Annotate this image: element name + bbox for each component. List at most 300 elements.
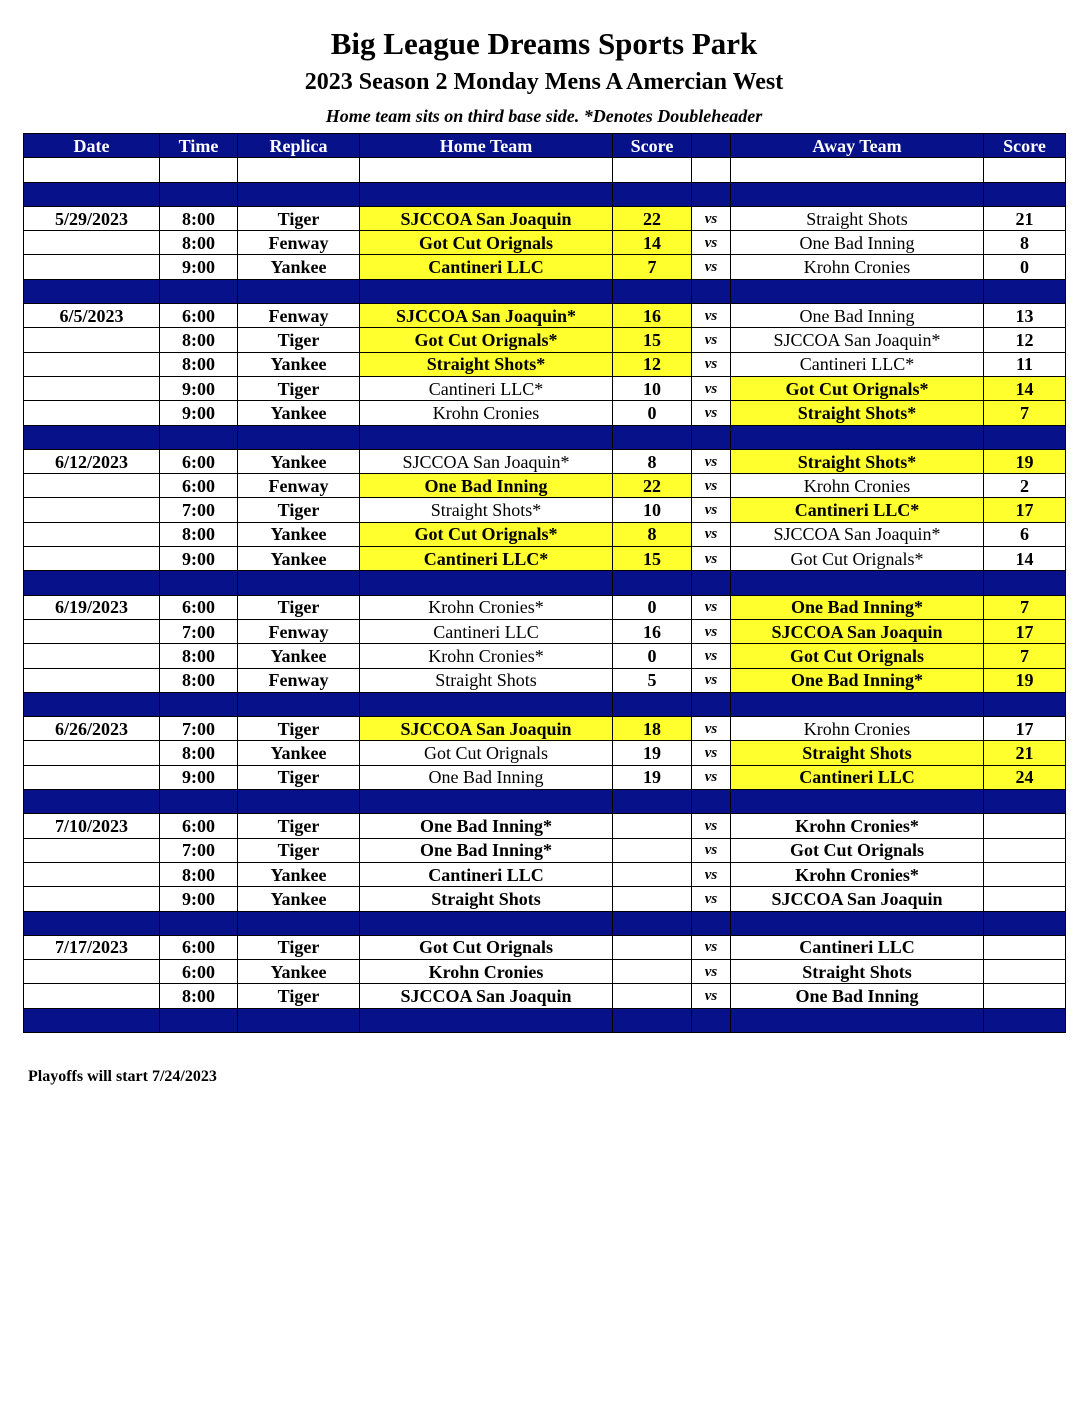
date-cell — [24, 474, 160, 498]
empty-cell — [731, 182, 984, 206]
away-score-cell: 7 — [984, 595, 1066, 619]
empty-cell — [692, 158, 731, 182]
game-row — [24, 644, 1066, 668]
vs-cell: vs — [692, 547, 731, 571]
empty-cell — [692, 911, 731, 935]
empty-cell — [731, 1008, 984, 1032]
home-team-cell: Krohn Cronies — [360, 960, 613, 984]
date-cell: 5/29/2023 — [24, 206, 160, 230]
date-cell — [24, 644, 160, 668]
date-cell: 6/19/2023 — [24, 595, 160, 619]
game-row — [24, 498, 1066, 522]
home-score-cell: 22 — [613, 474, 692, 498]
away-team-cell: Cantineri LLC — [731, 935, 984, 959]
time-cell: 8:00 — [160, 644, 238, 668]
game-row — [24, 547, 1066, 571]
away-score-cell — [984, 814, 1066, 838]
vs-cell: vs — [692, 838, 731, 862]
empty-cell — [984, 182, 1066, 206]
away-team-cell: Got Cut Orignals* — [731, 376, 984, 400]
time-cell: 7:00 — [160, 619, 238, 643]
empty-cell — [238, 790, 360, 814]
home-score-cell: 8 — [613, 522, 692, 546]
replica-cell: Yankee — [238, 960, 360, 984]
empty-cell — [692, 790, 731, 814]
game-row — [24, 376, 1066, 400]
empty-cell — [360, 182, 613, 206]
away-team-cell: Got Cut Orignals — [731, 838, 984, 862]
empty-cell — [984, 425, 1066, 449]
date-cell: 6/12/2023 — [24, 449, 160, 473]
date-cell — [24, 838, 160, 862]
replica-cell: Yankee — [238, 887, 360, 911]
home-team-cell: Cantineri LLC* — [360, 547, 613, 571]
empty-cell — [692, 182, 731, 206]
away-team-cell: SJCCOA San Joaquin* — [731, 522, 984, 546]
away-score-cell: 17 — [984, 717, 1066, 741]
time-cell: 8:00 — [160, 328, 238, 352]
date-cell: 6/26/2023 — [24, 717, 160, 741]
home-team-cell: Straight Shots* — [360, 498, 613, 522]
game-row — [24, 401, 1066, 425]
replica-cell: Tiger — [238, 376, 360, 400]
empty-cell — [613, 692, 692, 716]
away-score-cell: 7 — [984, 644, 1066, 668]
game-row — [24, 838, 1066, 862]
vs-cell: vs — [692, 984, 731, 1008]
empty-cell — [238, 911, 360, 935]
home-team-cell: One Bad Inning* — [360, 838, 613, 862]
empty-cell — [160, 571, 238, 595]
vs-cell: vs — [692, 765, 731, 789]
away-team-cell: Krohn Cronies — [731, 474, 984, 498]
game-row — [24, 231, 1066, 255]
replica-cell: Yankee — [238, 255, 360, 279]
away-score-cell: 11 — [984, 352, 1066, 376]
replica-cell: Tiger — [238, 206, 360, 230]
empty-cell — [613, 571, 692, 595]
away-team-cell: Straight Shots — [731, 206, 984, 230]
empty-cell — [238, 571, 360, 595]
empty-cell — [984, 790, 1066, 814]
away-team-cell: One Bad Inning — [731, 984, 984, 1008]
empty-cell — [984, 911, 1066, 935]
replica-cell: Tiger — [238, 595, 360, 619]
game-row — [24, 984, 1066, 1008]
date-cell: 7/17/2023 — [24, 935, 160, 959]
game-row — [24, 328, 1066, 352]
empty-cell — [360, 692, 613, 716]
replica-cell: Fenway — [238, 619, 360, 643]
time-cell: 6:00 — [160, 595, 238, 619]
vs-cell: vs — [692, 814, 731, 838]
date-cell — [24, 984, 160, 1008]
game-row — [24, 960, 1066, 984]
empty-cell — [24, 790, 160, 814]
vs-cell: vs — [692, 449, 731, 473]
away-team-cell: SJCCOA San Joaquin* — [731, 328, 984, 352]
empty-cell — [613, 911, 692, 935]
empty-cell — [160, 182, 238, 206]
vs-cell: vs — [692, 619, 731, 643]
replica-cell: Fenway — [238, 668, 360, 692]
playoffs-note: Playoffs will start 7/24/2023 — [28, 1068, 217, 1085]
page-title: Big League Dreams Sports Park — [330, 26, 758, 61]
away-score-cell: 7 — [984, 401, 1066, 425]
date-cell — [24, 231, 160, 255]
away-score-cell: 14 — [984, 376, 1066, 400]
away-score-cell: 6 — [984, 522, 1066, 546]
home-score-cell: 0 — [613, 401, 692, 425]
away-score-cell: 8 — [984, 231, 1066, 255]
empty-cell — [731, 911, 984, 935]
time-cell: 8:00 — [160, 668, 238, 692]
game-row — [24, 741, 1066, 765]
empty-cell — [984, 1008, 1066, 1032]
home-score-cell — [613, 984, 692, 1008]
home-team-cell: Got Cut Orignals* — [360, 328, 613, 352]
empty-cell — [160, 692, 238, 716]
time-cell: 7:00 — [160, 498, 238, 522]
empty-cell — [613, 1008, 692, 1032]
empty-cell — [160, 1008, 238, 1032]
empty-cell — [238, 692, 360, 716]
home-team-cell: Straight Shots — [360, 668, 613, 692]
col-header-replica: Replica — [238, 134, 360, 158]
home-score-cell: 14 — [613, 231, 692, 255]
week-separator-row — [24, 692, 1066, 716]
doubleheader-note: Home team sits on third base side. *Denotes Doubleheader — [325, 106, 763, 126]
empty-cell — [360, 158, 613, 182]
away-team-cell: Straight Shots — [731, 960, 984, 984]
time-cell: 6:00 — [160, 814, 238, 838]
empty-cell — [692, 692, 731, 716]
week-separator-row — [24, 790, 1066, 814]
date-cell: 6/5/2023 — [24, 304, 160, 328]
home-team-cell: Straight Shots — [360, 887, 613, 911]
home-score-cell: 7 — [613, 255, 692, 279]
game-row — [24, 765, 1066, 789]
home-team-cell: Krohn Cronies* — [360, 595, 613, 619]
home-score-cell: 0 — [613, 595, 692, 619]
empty-cell — [24, 279, 160, 303]
home-score-cell — [613, 814, 692, 838]
empty-cell — [160, 911, 238, 935]
week-separator-row — [24, 571, 1066, 595]
empty-cell — [160, 790, 238, 814]
time-cell: 9:00 — [160, 765, 238, 789]
time-cell: 9:00 — [160, 887, 238, 911]
empty-cell — [731, 571, 984, 595]
replica-cell: Tiger — [238, 498, 360, 522]
week-separator-row — [24, 279, 1066, 303]
vs-cell: vs — [692, 498, 731, 522]
game-row — [24, 474, 1066, 498]
empty-cell — [692, 1008, 731, 1032]
home-team-cell: SJCCOA San Joaquin — [360, 984, 613, 1008]
away-team-cell: Straight Shots — [731, 741, 984, 765]
away-team-cell: Straight Shots* — [731, 401, 984, 425]
home-team-cell: SJCCOA San Joaquin — [360, 717, 613, 741]
away-score-cell: 17 — [984, 498, 1066, 522]
col-header-date: Date — [24, 134, 160, 158]
replica-cell: Yankee — [238, 862, 360, 886]
game-row — [24, 814, 1066, 838]
away-score-cell — [984, 838, 1066, 862]
time-cell: 8:00 — [160, 231, 238, 255]
empty-cell — [160, 158, 238, 182]
date-cell — [24, 741, 160, 765]
vs-cell: vs — [692, 401, 731, 425]
time-cell: 8:00 — [160, 206, 238, 230]
away-score-cell: 0 — [984, 255, 1066, 279]
empty-cell — [24, 182, 160, 206]
empty-cell — [984, 571, 1066, 595]
empty-cell — [24, 158, 160, 182]
date-cell — [24, 401, 160, 425]
empty-cell — [613, 158, 692, 182]
home-score-cell: 15 — [613, 547, 692, 571]
home-team-cell: SJCCOA San Joaquin — [360, 206, 613, 230]
week-separator-row — [24, 182, 1066, 206]
empty-cell — [613, 279, 692, 303]
game-row — [24, 449, 1066, 473]
away-team-cell: Krohn Cronies* — [731, 814, 984, 838]
vs-cell: vs — [692, 231, 731, 255]
empty-cell — [24, 571, 160, 595]
vs-cell: vs — [692, 304, 731, 328]
empty-cell — [984, 158, 1066, 182]
vs-cell: vs — [692, 960, 731, 984]
vs-cell: vs — [692, 935, 731, 959]
away-team-cell: Krohn Cronies* — [731, 862, 984, 886]
replica-cell: Yankee — [238, 401, 360, 425]
date-cell — [24, 547, 160, 571]
away-score-cell: 19 — [984, 668, 1066, 692]
time-cell: 9:00 — [160, 376, 238, 400]
time-cell: 7:00 — [160, 717, 238, 741]
replica-cell: Fenway — [238, 474, 360, 498]
away-score-cell — [984, 887, 1066, 911]
col-header-time: Time — [160, 134, 238, 158]
away-score-cell: 24 — [984, 765, 1066, 789]
schedule-body — [24, 158, 1066, 1033]
replica-cell: Tiger — [238, 838, 360, 862]
vs-cell: vs — [692, 328, 731, 352]
date-cell — [24, 352, 160, 376]
vs-cell: vs — [692, 862, 731, 886]
time-cell: 7:00 — [160, 838, 238, 862]
home-team-cell: Got Cut Orignals — [360, 741, 613, 765]
col-header-home-score: Score — [613, 134, 692, 158]
table-header-row — [24, 134, 1066, 158]
home-score-cell: 18 — [613, 717, 692, 741]
vs-cell: vs — [692, 595, 731, 619]
vs-cell: vs — [692, 887, 731, 911]
empty-cell — [731, 692, 984, 716]
date-cell: 7/10/2023 — [24, 814, 160, 838]
home-score-cell — [613, 935, 692, 959]
empty-cell — [360, 571, 613, 595]
replica-cell: Tiger — [238, 935, 360, 959]
away-score-cell: 13 — [984, 304, 1066, 328]
away-score-cell — [984, 984, 1066, 1008]
empty-cell — [24, 911, 160, 935]
replica-cell: Tiger — [238, 765, 360, 789]
empty-cell — [238, 1008, 360, 1032]
home-score-cell: 19 — [613, 765, 692, 789]
home-team-cell: Straight Shots* — [360, 352, 613, 376]
away-score-cell — [984, 862, 1066, 886]
home-team-cell: Got Cut Orignals — [360, 935, 613, 959]
vs-cell: vs — [692, 255, 731, 279]
home-score-cell — [613, 838, 692, 862]
home-score-cell: 16 — [613, 619, 692, 643]
home-team-cell: Cantineri LLC* — [360, 376, 613, 400]
replica-cell: Fenway — [238, 231, 360, 255]
date-cell — [24, 328, 160, 352]
vs-cell: vs — [692, 644, 731, 668]
home-team-cell: Cantineri LLC — [360, 619, 613, 643]
time-cell: 6:00 — [160, 474, 238, 498]
home-score-cell — [613, 887, 692, 911]
empty-cell — [238, 158, 360, 182]
time-cell: 9:00 — [160, 255, 238, 279]
empty-cell — [692, 425, 731, 449]
away-team-cell: Cantineri LLC* — [731, 352, 984, 376]
date-cell — [24, 255, 160, 279]
empty-cell — [238, 279, 360, 303]
away-team-cell: One Bad Inning — [731, 231, 984, 255]
empty-cell — [24, 1008, 160, 1032]
away-team-cell: Straight Shots* — [731, 449, 984, 473]
away-team-cell: SJCCOA San Joaquin — [731, 887, 984, 911]
time-cell: 6:00 — [160, 304, 238, 328]
game-row — [24, 717, 1066, 741]
home-team-cell: SJCCOA San Joaquin* — [360, 304, 613, 328]
empty-cell — [613, 182, 692, 206]
vs-cell: vs — [692, 474, 731, 498]
col-header-away-team: Away Team — [731, 134, 984, 158]
home-team-cell: Cantineri LLC — [360, 862, 613, 886]
away-score-cell: 19 — [984, 449, 1066, 473]
vs-cell: vs — [692, 668, 731, 692]
away-score-cell: 12 — [984, 328, 1066, 352]
away-team-cell: One Bad Inning — [731, 304, 984, 328]
away-score-cell — [984, 935, 1066, 959]
game-row — [24, 862, 1066, 886]
replica-cell: Yankee — [238, 522, 360, 546]
home-score-cell — [613, 862, 692, 886]
home-score-cell: 22 — [613, 206, 692, 230]
away-score-cell — [984, 960, 1066, 984]
empty-cell — [360, 1008, 613, 1032]
away-team-cell: One Bad Inning* — [731, 595, 984, 619]
away-team-cell: Got Cut Orignals — [731, 644, 984, 668]
empty-cell — [160, 425, 238, 449]
home-team-cell: Got Cut Orignals* — [360, 522, 613, 546]
time-cell: 6:00 — [160, 960, 238, 984]
game-row — [24, 206, 1066, 230]
home-team-cell: Krohn Cronies* — [360, 644, 613, 668]
game-row — [24, 522, 1066, 546]
home-score-cell: 12 — [613, 352, 692, 376]
blank-row — [24, 158, 1066, 182]
away-team-cell: Krohn Cronies — [731, 717, 984, 741]
home-team-cell: Krohn Cronies — [360, 401, 613, 425]
schedule-table — [23, 133, 1066, 1033]
home-score-cell: 19 — [613, 741, 692, 765]
away-team-cell: Cantineri LLC — [731, 765, 984, 789]
home-team-cell: One Bad Inning* — [360, 814, 613, 838]
date-cell — [24, 522, 160, 546]
away-team-cell: Krohn Cronies — [731, 255, 984, 279]
empty-cell — [24, 425, 160, 449]
empty-cell — [692, 571, 731, 595]
empty-cell — [731, 790, 984, 814]
date-cell — [24, 960, 160, 984]
home-score-cell: 5 — [613, 668, 692, 692]
away-score-cell: 21 — [984, 741, 1066, 765]
home-score-cell: 0 — [613, 644, 692, 668]
empty-cell — [984, 279, 1066, 303]
game-row — [24, 935, 1066, 959]
vs-cell: vs — [692, 206, 731, 230]
time-cell: 8:00 — [160, 741, 238, 765]
week-separator-row — [24, 1008, 1066, 1032]
date-cell — [24, 862, 160, 886]
empty-cell — [238, 182, 360, 206]
home-score-cell: 15 — [613, 328, 692, 352]
game-row — [24, 304, 1066, 328]
empty-cell — [360, 425, 613, 449]
away-team-cell: Cantineri LLC* — [731, 498, 984, 522]
replica-cell: Fenway — [238, 304, 360, 328]
date-cell — [24, 619, 160, 643]
replica-cell: Tiger — [238, 984, 360, 1008]
game-row — [24, 352, 1066, 376]
empty-cell — [24, 692, 160, 716]
replica-cell: Yankee — [238, 547, 360, 571]
empty-cell — [613, 425, 692, 449]
away-team-cell: Got Cut Orignals* — [731, 547, 984, 571]
empty-cell — [731, 425, 984, 449]
col-header-home-team: Home Team — [360, 134, 613, 158]
date-cell — [24, 498, 160, 522]
away-team-cell: One Bad Inning* — [731, 668, 984, 692]
vs-cell: vs — [692, 717, 731, 741]
empty-cell — [238, 425, 360, 449]
replica-cell: Tiger — [238, 717, 360, 741]
empty-cell — [731, 158, 984, 182]
game-row — [24, 668, 1066, 692]
home-team-cell: Got Cut Orignals — [360, 231, 613, 255]
empty-cell — [160, 279, 238, 303]
empty-cell — [613, 790, 692, 814]
time-cell: 8:00 — [160, 862, 238, 886]
date-cell — [24, 765, 160, 789]
page-subtitle: 2023 Season 2 Monday Mens A Amercian West — [304, 69, 784, 95]
time-cell: 8:00 — [160, 522, 238, 546]
away-score-cell: 14 — [984, 547, 1066, 571]
date-cell — [24, 887, 160, 911]
game-row — [24, 887, 1066, 911]
vs-cell: vs — [692, 522, 731, 546]
replica-cell: Yankee — [238, 644, 360, 668]
time-cell: 8:00 — [160, 352, 238, 376]
home-team-cell: One Bad Inning — [360, 474, 613, 498]
away-score-cell: 17 — [984, 619, 1066, 643]
